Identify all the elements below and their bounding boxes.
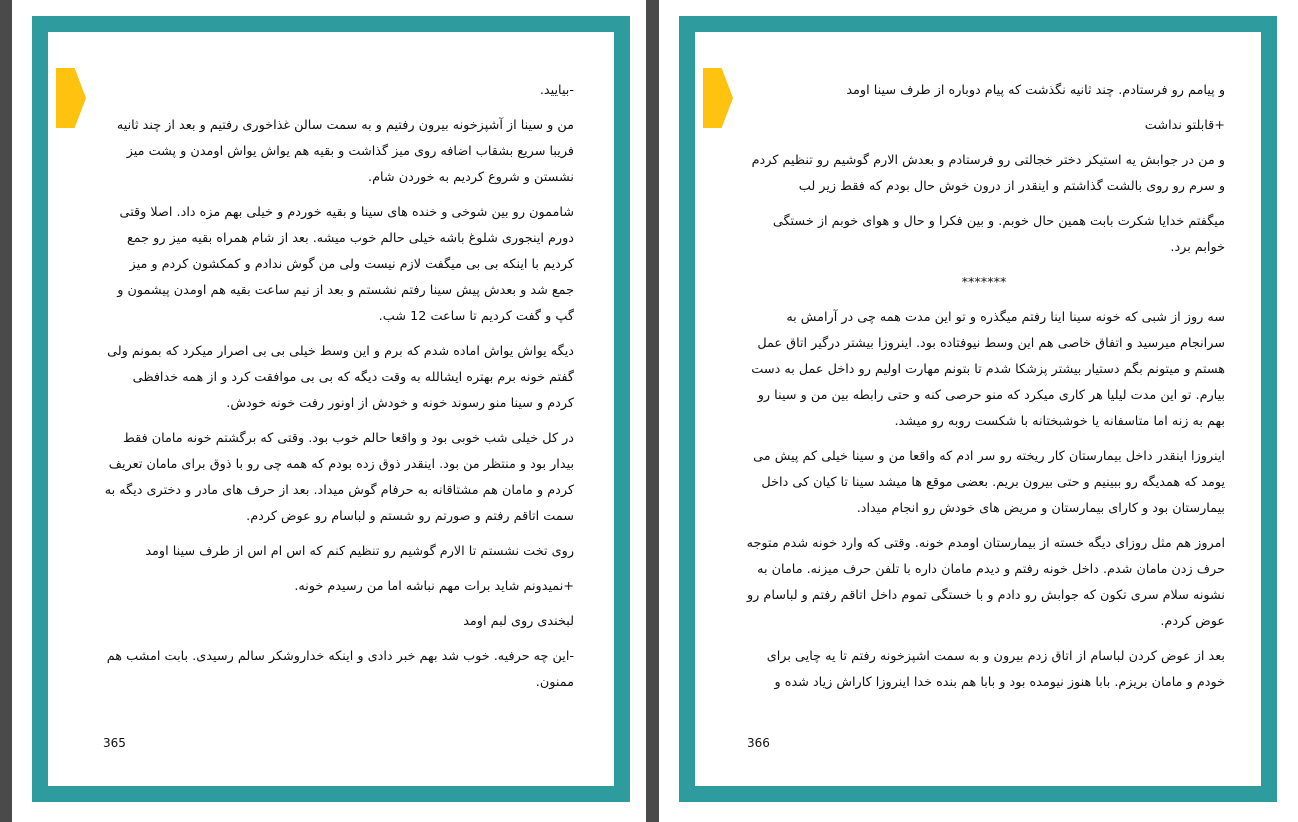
- page-content-area: [48, 32, 614, 786]
- paragraph: و من در جوابش یه استیکر دختر خجالتی رو فرستادم و بعدش الارم گوشیم رو تنظیم کردم و سرم رو روی بالشت گذاشتم و اینقدر از درون خوش حال بودم که فقط زیر لب: [751, 153, 1225, 194]
- paragraph: در کل خیلی شب خوبی بود و واقعا حالم خوب بود. وقتی که برگشتم خونه مامان فقط بیدار بود و منتظر من بود. اینقدر ذوق زده بودم که همه چی رو با ذوق برای مامان تعریف کردم و مامان هم مشتاقانه به حرفام گوش میداد. بعد از حرف های مادر و دختری دیگه به سمت اتاقم رفتم و صورتم رو شستم و لباسام رو عوض کردم.: [104, 431, 574, 524]
- paragraph: اینروزا اینقدر داخل بیمارستان کار ریخته رو سر ادم که واقعا من و سینا خیلی کم پیش می یومد که همدیگه رو ببینیم و حتی بیرون بریم. بعضی موقع ها میشد سینا تا کیان کی داخل بیمارستان بود و کارای بیمارستان و مریض های خودش رو انجام میداد.: [753, 449, 1225, 516]
- page-border-frame: [32, 16, 630, 802]
- bookmark-tab-icon: [56, 68, 86, 128]
- paragraph: لبخندی روی لبم اومد: [463, 614, 574, 629]
- page-left: [12, 0, 646, 822]
- paragraph: سه روز از شبی که خونه سینا اینا رفتم میگذره و تو این مدت همه چی در آرامش به سرانجام میرسید و اتفاق خاصی هم این وسط نیوفتاده بود. اینروزا بیشتر درگیر اتاق عمل هستم و میتونم بگم دستیار بیشتر پزشکا شدم تا بتونم مهارت اولیم رو داخل عمل به دست بیارم. تو این مدت لیلیا هر کاری میکرد که منو حرصی کنه و حتی رابطه بین من و سینا رو بهم به زنه اما متاسفانه یا خوشبختانه با شکست روبه رو میشد.: [751, 310, 1225, 429]
- paragraph: میگفتم خدایا شکرت بابت همین حال خوبم. و بین فکرا و حال و هوای خوبم از خستگی خوابم برد.: [772, 214, 1225, 255]
- paragraph: من و سینا از آشپزخونه بیرون رفتیم و به سمت سالن غذاخوری رفتیم و بعد از چند ثانیه فریبا سریع بشقاب اضافه روی میز گذاشت و بقیه هم یواش یواش اومدن و پشت میز نشستن و شروع کردیم به خوردن شام.: [116, 118, 574, 185]
- page-text: [743, 78, 1225, 705]
- paragraph: و پیامم رو فرستادم. چند ثانیه نگذشت که پیام دوباره از طرف سینا اومد: [846, 83, 1225, 98]
- page-right: [659, 0, 1298, 822]
- paragraph: -این چه حرفیه. خوب شد بهم خبر دادی و اینکه خداروشکر سالم رسیدی. بابت امشب هم ممنون.: [106, 649, 574, 690]
- paragraph: +قابلتو نداشت: [1144, 118, 1225, 133]
- bookmark-tab-icon: [703, 68, 733, 128]
- paragraph: بعد از عوض کردن لباسام از اتاق زدم بیرون و به سمت اشپزخونه رفتم تا یه چایی برای خودم و مامان بریزم. بابا هنوز نیومده بود و بابا هم بنده خدا اینروزا کاراش زیاد شده و: [766, 649, 1225, 690]
- page-number: 365: [103, 736, 126, 750]
- page-content-area: [695, 32, 1261, 786]
- paragraph: -بیایید.: [539, 83, 574, 98]
- paragraph: امروز هم مثل روزای دیگه خسته از بیمارستان اومدم خونه. وقتی که وارد خونه شدم متوجه حرف زدن مامان شدم. داخل خونه رفتم و دیدم مامان داره با تلفن حرف میزنه. مامان به نشونه سلام سری تکون که جوابش رو دادم و با خستگی تموم داخل اتاقم رفتم و لباسام رو عوض کردم.: [746, 536, 1225, 629]
- paragraph: دیگه یواش یواش اماده شدم که برم و این وسط خیلی بی بی اصرار میکرد که بمونم ولی گفتم خونه برم بهتره ایشالله به وقت دیگه که بی بی موافقت کرد و از همه خدافظی کردم و سینا منو رسوند خونه و خودش از اونور رفت خونه خودش.: [107, 344, 574, 411]
- paragraph: شاممون رو بین شوخی و خنده های سینا و بقیه خوردم و خیلی بهم مزه داد. اصلا وقتی دورم اینجوری شلوغ باشه خیلی حالم خوب میشه. بعد از شام همراه بقیه میز رو جمع کردیم با اینکه بی بی میگفت لازم نیست ولی من گوش ندادم و کمکشون کردم و میز جمع شد و بعدش پیش سینا رفتم نشستم و بعد از نیم ساعت بقیه هم اومدن پیشمون و گپ و گفت کردیم تا ساعت 12 شب.: [117, 205, 574, 324]
- page-border-frame: [679, 16, 1277, 802]
- paragraph: روی تخت نشستم تا الارم گوشیم رو تنظیم کنم که اس ام اس از طرف سینا اومد: [145, 544, 574, 559]
- section-separator: *******: [961, 275, 1007, 290]
- paragraph: +نمیدونم شاید برات مهم نباشه اما من رسیدم خونه.: [294, 579, 574, 594]
- page-text: [104, 78, 574, 705]
- page-number: 366: [747, 736, 770, 750]
